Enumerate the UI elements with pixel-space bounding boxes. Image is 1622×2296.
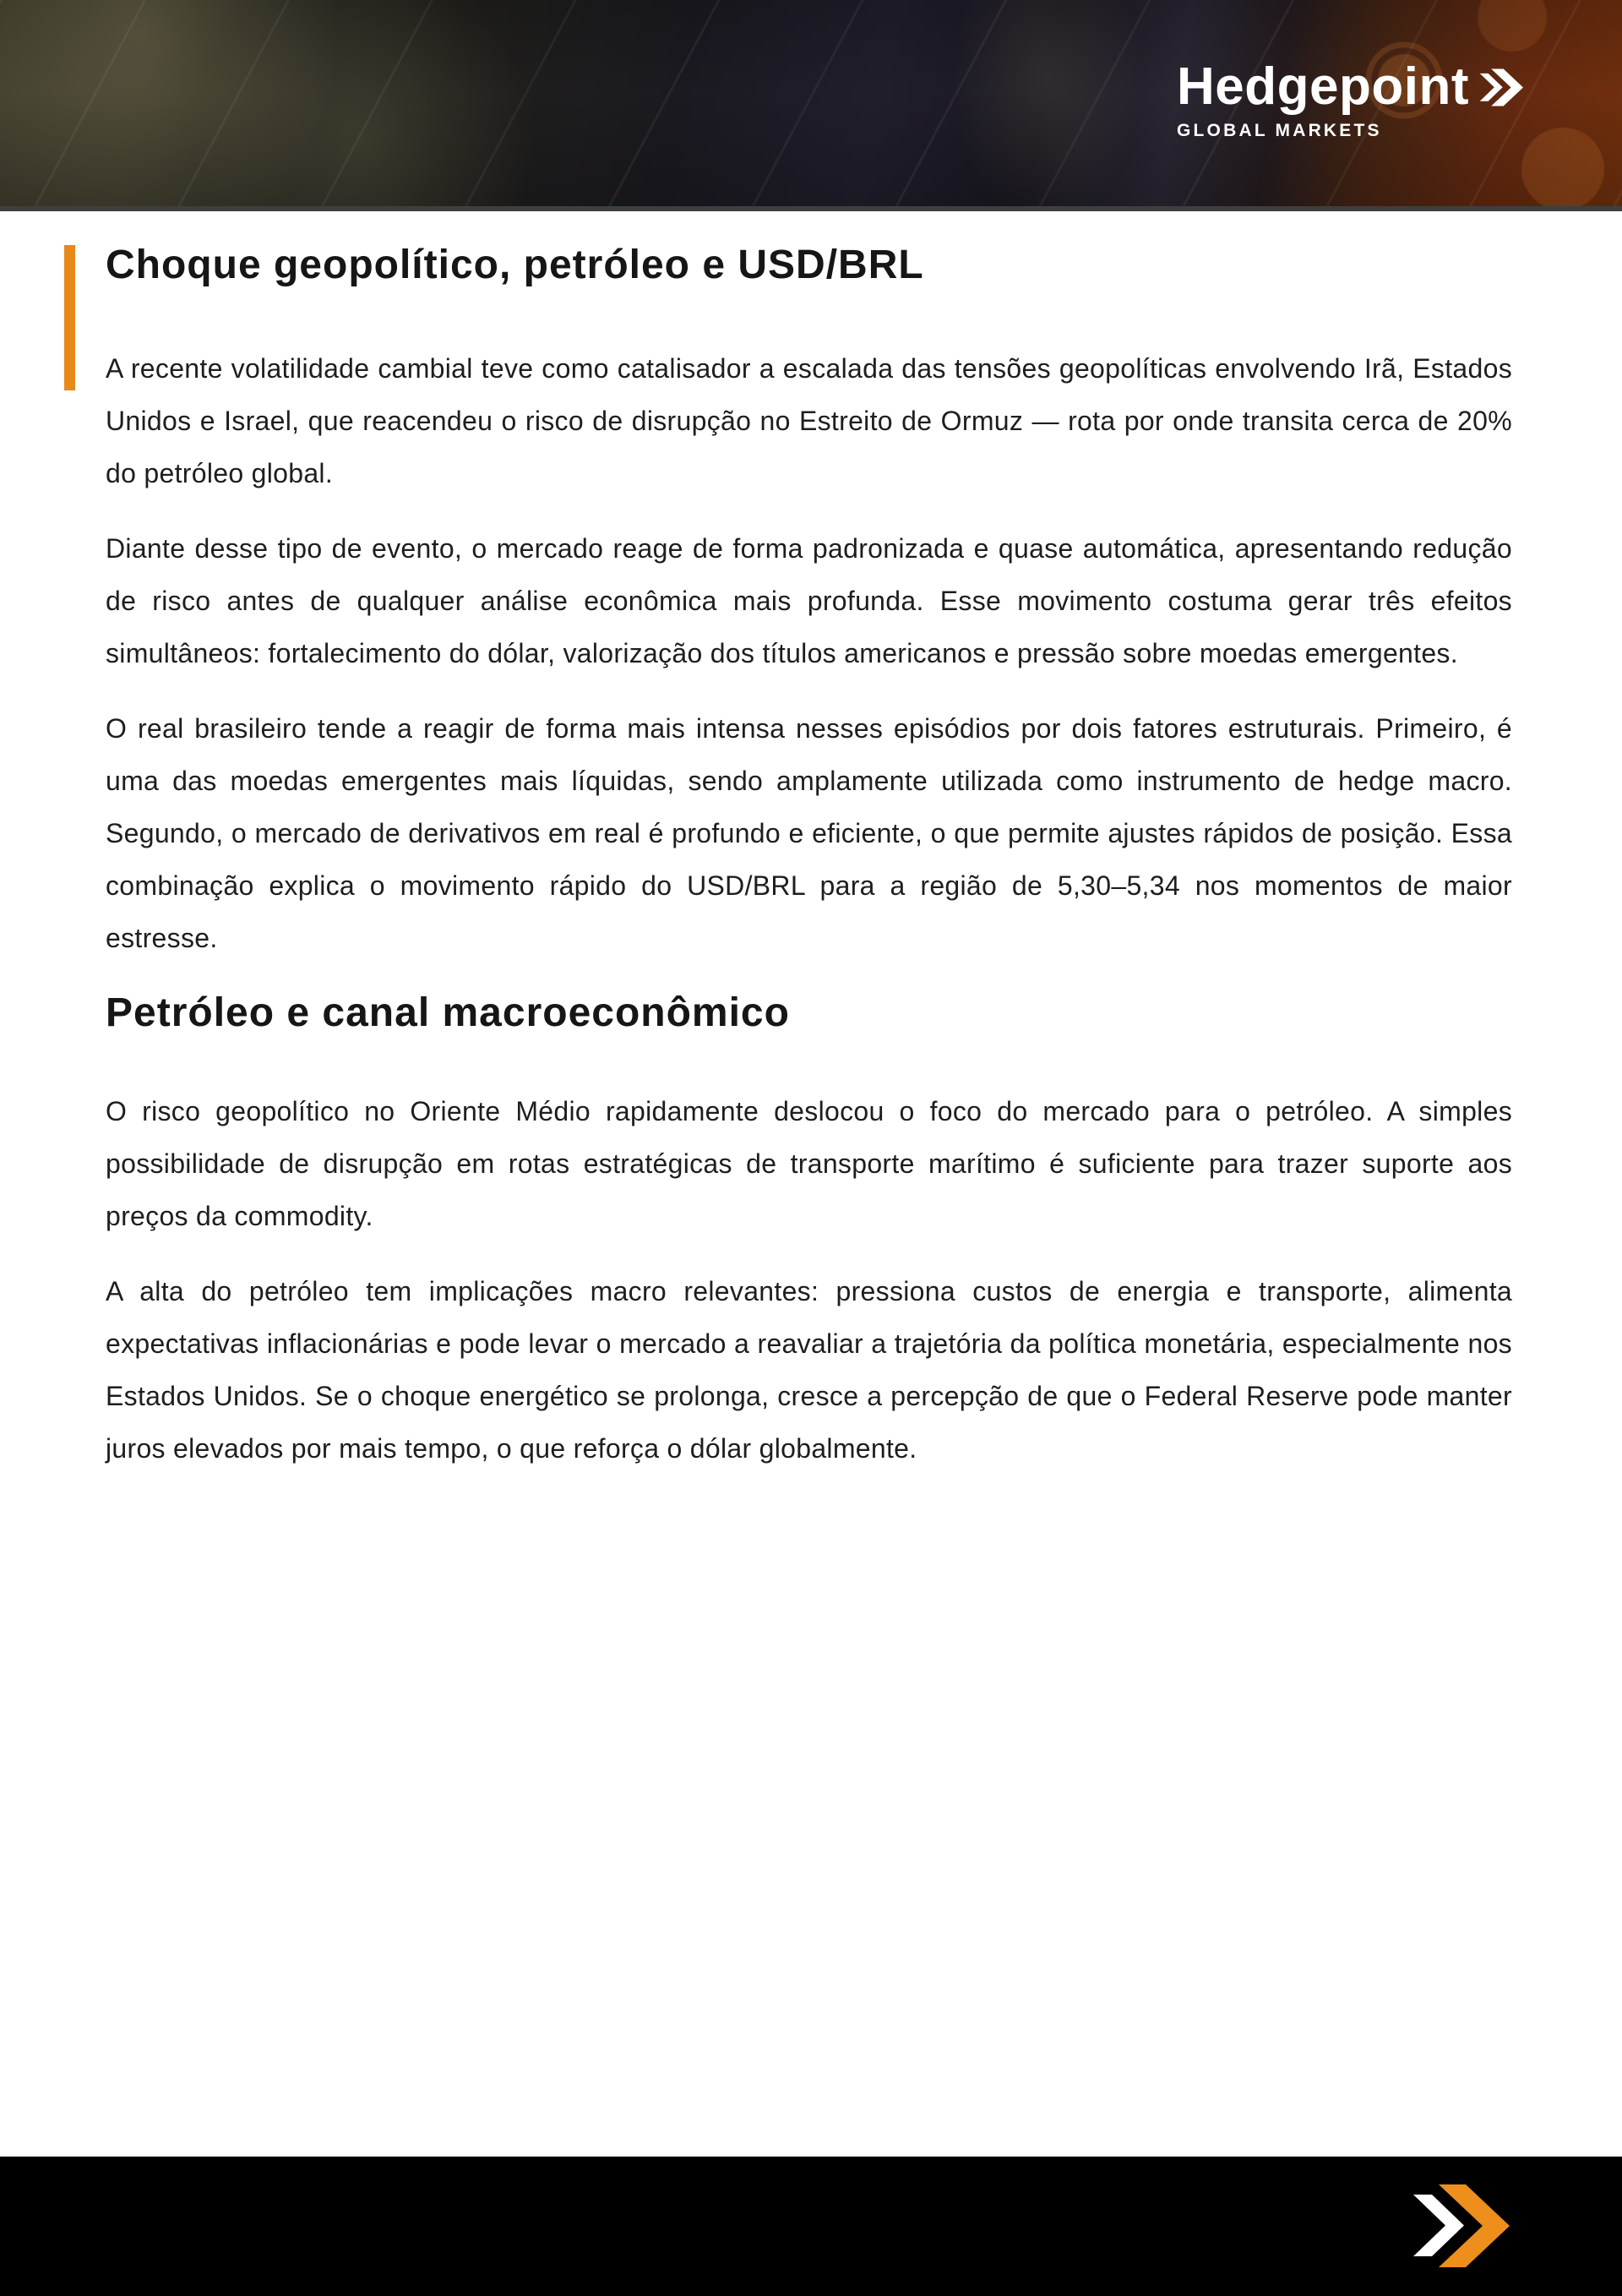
- paragraph: O risco geopolítico no Oriente Médio rapidamente deslocou o foco do mercado para o petróleo. A simples possibilidade de disrupção em rotas estratégicas de transporte marítimo é suficiente para trazer suporte aos preços da commodity.: [106, 1096, 1512, 1231]
- paragraph: A recente volatilidade cambial teve como catalisador a escalada das tensões geopolíticas envolvendo Irã, Estados Unidos e Israel, que reacendeu o risco de disrupção no Estreito de Ormuz — rota por onde transita cerca de 20% do petróleo global.: [106, 353, 1512, 488]
- section-heading: Petróleo e canal macroeconômico: [106, 990, 790, 1035]
- header-photo: [0, 0, 1622, 211]
- footer-double-chevron-icon: [1408, 2184, 1510, 2268]
- title-accent-bar: [64, 245, 75, 390]
- paragraph: Diante desse tipo de evento, o mercado reage de forma padronizada e quase automática, apresentando redução de risco antes de qualquer análise econômica mais profunda. Esse movimento costuma gerar três efeitos simultâneos: fortalecimento do dólar, valorização dos títulos americanos e pressão sobre moedas emergentes.: [106, 533, 1512, 668]
- section-oil-macro-channel: [106, 987, 1512, 1475]
- logo-wordmark: Hedgepoint: [1177, 57, 1469, 116]
- article-title: Choque geopolítico, petróleo e USD/BRL: [106, 243, 924, 287]
- logo-tagline: GLOBAL MARKETS: [1177, 121, 1382, 140]
- article-content: [0, 211, 1622, 1475]
- footer-band: [0, 2157, 1622, 2296]
- paragraph: A alta do petróleo tem implicações macro relevantes: pressiona custos de energia e transporte, alimenta expectativas inflacionárias e pode levar o mercado a reavaliar a trajetória da política monetária, especialmente nos Estados Unidos. Se o choque energético se prolonga, cresce a percepção de que o Federal Reserve pode manter juros elevados por mais tempo, o que reforça o dólar globalmente.: [106, 1276, 1512, 1464]
- paragraph: O real brasileiro tende a reagir de forma mais intensa nesses episódios por dois fatores estruturais. Primeiro, é uma das moedas emergentes mais líquidas, sendo amplamente utilizada como instrumento de hedge macro. Segundo, o mercado de derivativos em real é profundo e eficiente, o que permite ajustes rápidos de posição. Essa combinação explica o movimento rápido do USD/BRL para a região de 5,30–5,34 nos momentos de maior estresse.: [106, 713, 1512, 953]
- logo-row: [1177, 57, 1523, 116]
- hedgepoint-logo: [1177, 57, 1523, 141]
- logo-double-chevron-icon: [1478, 68, 1523, 106]
- section-geopolitical-shock: [106, 239, 1512, 964]
